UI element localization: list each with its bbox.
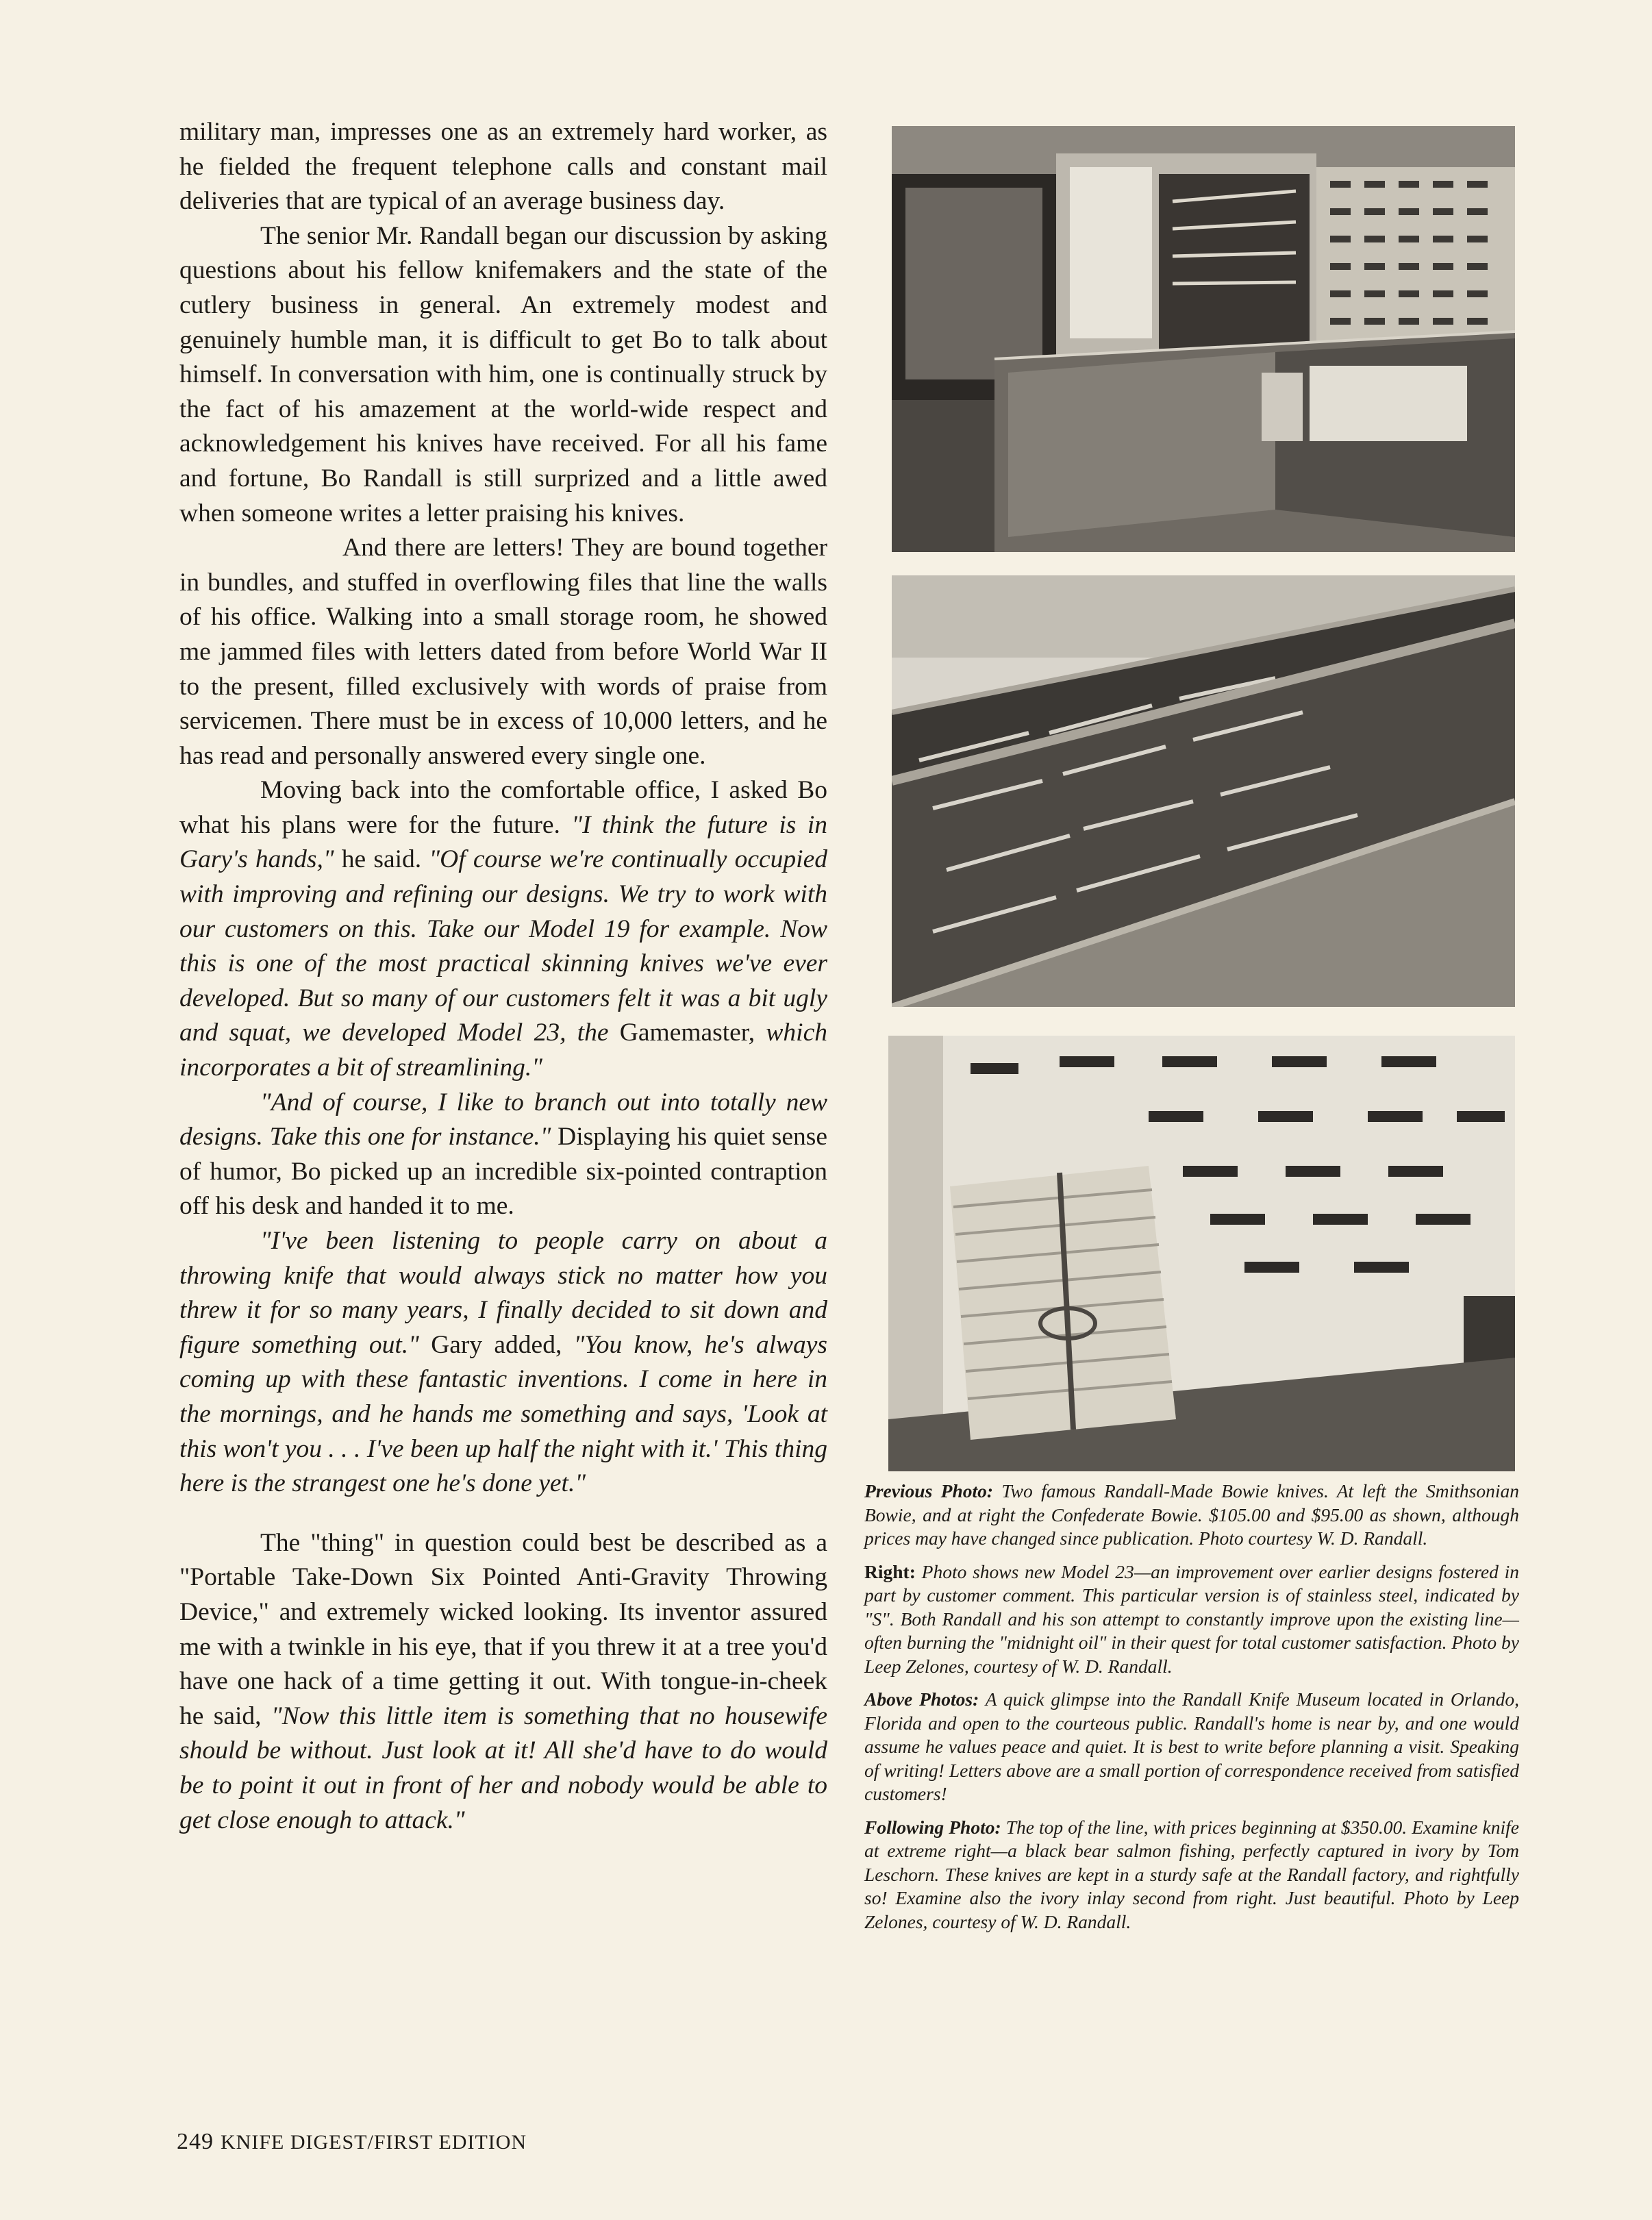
caption-label: Following Photo:	[864, 1816, 1001, 1838]
caption-following-photo	[864, 1816, 1519, 1934]
caption-text: Photo shows new Model 23—an improvement over earlier designs fostered in part by customer comment. This particular version is of stainless steel, indicated by "S". Both Randall and his son attempt to constantly improve upon the existing line—often burning the "midnight oil" in their quest for total customer satisfaction. Photo by Leep Zelones, courtesy of W. D. Randall.	[864, 1560, 1519, 1677]
page-number: 249	[177, 2129, 214, 2154]
quote-new-designs: "And of course, I like to branch out into totally new designs. Take this one for instance."	[179, 1088, 827, 1151]
paragraph-7	[179, 1526, 827, 1838]
caption-label: Above Photos:	[864, 1688, 979, 1710]
paragraph-6	[179, 1224, 827, 1501]
paragraph-4-part-a: Moving back into the comfortable office, I asked Bo what his plans were for the future.	[179, 776, 827, 839]
quote-throwing-knife: "I've been listening to people carry on about a throwing knife that would always stick no matter how you threw it for so many years, I finally decided to sit down and figure something out."	[179, 1227, 827, 1359]
caption-previous-photo	[864, 1480, 1519, 1551]
article-body	[179, 115, 827, 1838]
paragraph-7-part-a: The "thing" in question could best be described as a "Portable Take-Down Six Pointed Anti-Gravity Throwing Device," and extremely wicked looking. Its inventor assured me with a twinkle in his eye, that if you threw it at a tree you'd have one hack of a time getting it out. With tongue-in-cheek he said,	[179, 1528, 827, 1730]
photo-captions	[864, 1480, 1519, 1943]
paragraph-5-part-b: Displaying his quiet sense of humor, Bo picked up an incredible six-pointed contraption off his desk and handed it to me.	[179, 1123, 828, 1221]
gamemaster-name: Gamemaster,	[619, 1019, 755, 1047]
quote-gary-inventions: "You know, he's always coming up with these fantastic inventions. I come in here in the mornings, and he hands me something and says, 'Look at this won't you . . . I've been up half the night with it.' This thing here is the strangest one he's done yet."	[179, 1330, 827, 1498]
caption-label: Right:	[864, 1560, 916, 1582]
quote-gary-hands: "I think the future is in Gary's hands,"	[179, 810, 828, 874]
paragraph-3: And there are letters! They are bound together in bundles, and stuffed in overflowing files that line the walls of his office. Walking into a small storage room, he showed me jammed files with letters dated from before World War II to the present, filled exclusively with words of praise from servicemen. There must be in excess of 10,000 letters, and he has read and personally answered every single one.	[179, 534, 827, 770]
paragraph-4	[179, 773, 827, 1085]
page-footer	[177, 2129, 527, 2155]
paragraph-2: The senior Mr. Randall began our discussion by asking questions about his fellow knifemakers and the state of the cutlery business in general. An extremely modest and genuinely humble man, it is difficult to get Bo to talk about himself. In conversation with him, one is continually struck by the fact of his amazement at the world-wide respect and acknowledgement his knives have received. For all his fame and fortune, Bo Randall is still surprized and a little awed when someone writes a letter praising his knives.	[179, 221, 827, 527]
caption-text: Two famous Randall-Made Bowie knives. At left the Smithsonian Bowie, and at right the Confederate Bowie. $105.00 and $95.00 as shown, although prices may have changed since publication. Photo courtesy W. D. Randall.	[864, 1480, 1519, 1549]
caption-label: Previous Photo:	[864, 1480, 994, 1501]
display-case-photo	[892, 575, 1515, 1007]
quote-streamlining: which incorporates a bit of streamlining."	[179, 1019, 827, 1082]
museum-interior-photo	[892, 126, 1515, 552]
caption-text: A quick glimpse into the Randall Knife Museum located in Orlando, Florida and open to the courteous public. Randall's home is near by, and one would assume he values peace and quiet. It is best to write before planning a visit. Speaking of writing! Letters above are a small portion of correspondence received from satisfied customers!	[864, 1688, 1519, 1804]
caption-above-photos	[864, 1688, 1519, 1806]
publication-title: KNIFE DIGEST/FIRST EDITION	[221, 2131, 527, 2154]
bundled-letters-photo	[888, 1036, 1515, 1471]
paragraph-6-part-b: Gary added,	[418, 1330, 574, 1359]
quote-housewife: "Now this little item is something that no housewife should be without. Just look at it! All she'd have to do would be to point it out in front of her and nobody would be able to get close enough to attack."	[179, 1701, 827, 1834]
quote-model-19: "Of course we're continually occupied with improving and refining our designs. We try to work with our customers on this. Take our Model 19 for example. Now this is one of the most practical skinning knives we've ever developed. But so many of our customers felt it was a bit ugly and squat, we developed Model 23, the	[179, 845, 827, 1047]
paragraph-1: military man, impresses one as an extremely hard worker, as he fielded the frequent telephone calls and constant mail deliveries that are typical of an average business day.	[179, 118, 827, 216]
paragraph-4-part-c: he said.	[334, 845, 429, 874]
caption-text: The top of the line, with prices beginning at $350.00. Examine knife at extreme right—a black bear salmon fishing, perfectly captured in ivory by Tom Leschorn. These knives are kept in a sturdy safe at the Randall factory, and rightfully so! Examine also the ivory inlay second from right. Just beautiful. Photo by Leep Zelones, courtesy of W. D. Randall.	[864, 1816, 1519, 1932]
paragraph-5	[179, 1086, 827, 1224]
caption-right	[864, 1560, 1519, 1679]
